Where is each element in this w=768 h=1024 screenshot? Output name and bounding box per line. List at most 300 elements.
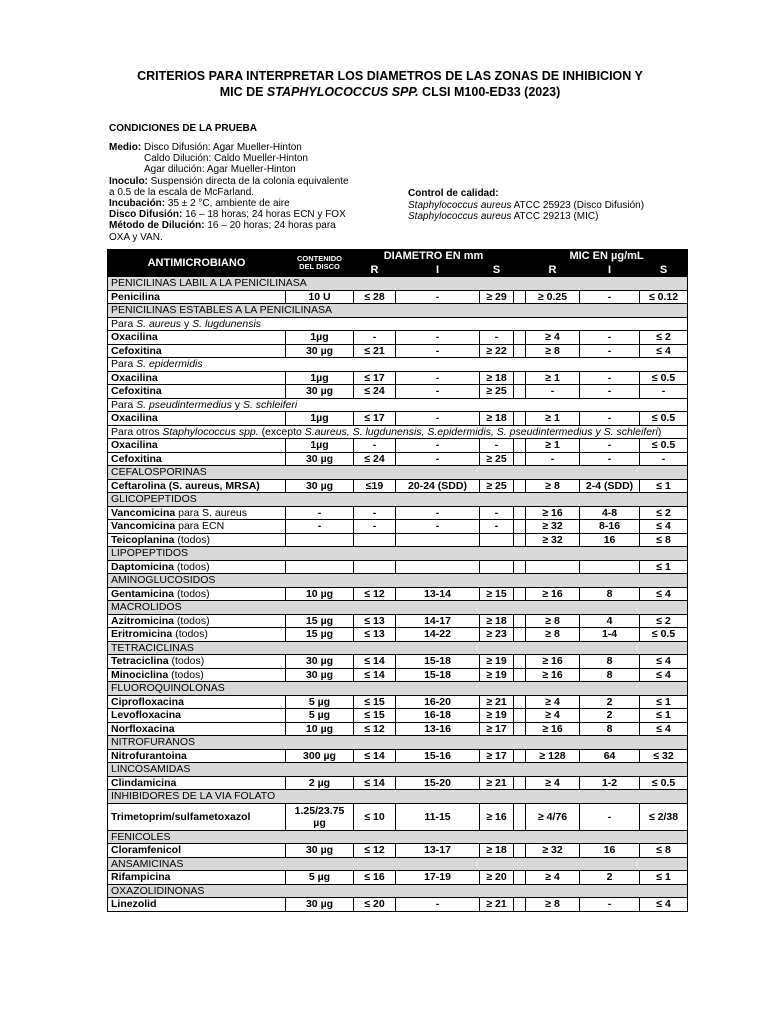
incubacion-label: Incubación: xyxy=(109,198,166,210)
mic-r: ≥ 4 xyxy=(526,695,580,709)
medio-line-1 xyxy=(109,142,399,153)
drug-name-main: Ciprofloxacina xyxy=(111,695,184,708)
diameter-r: ≤ 13 xyxy=(354,614,396,628)
qc-line-2 xyxy=(408,211,644,223)
header-contenido-2: DEL DISCO xyxy=(299,262,340,271)
diameter-i: 20-24 (SDD) xyxy=(396,479,480,493)
diameter-i: - xyxy=(396,331,480,345)
mic-s: ≤ 4 xyxy=(640,520,688,534)
drug-name-main: Eritromicina xyxy=(111,628,173,641)
drug-name xyxy=(108,479,286,493)
diameter-r: ≤ 14 xyxy=(354,776,396,790)
drug-row xyxy=(108,695,688,709)
section-label: LIPOPEPTIDOS xyxy=(108,547,688,561)
mic-r: ≥ 8 xyxy=(526,344,580,358)
mic-s: ≤ 4 xyxy=(640,668,688,682)
drug-name-main: Cefoxitina xyxy=(111,344,162,357)
diameter-i: 13-17 xyxy=(396,844,480,858)
diameter-s: ≥ 21 xyxy=(480,695,514,709)
mic-s: ≤ 2/38 xyxy=(640,803,688,830)
mic-i: 4 xyxy=(580,614,640,628)
spacer-cell xyxy=(514,533,526,547)
header-spacer-2 xyxy=(514,263,526,277)
mic-s: ≤ 0.5 xyxy=(640,628,688,642)
drug-name xyxy=(108,506,286,520)
mic-s: ≤ 1 xyxy=(640,560,688,574)
qc-label-text: Control de calidad: xyxy=(408,188,499,199)
drug-name-main: Rifampicina xyxy=(111,871,171,884)
disk-content: 30 µg xyxy=(286,344,354,358)
test-conditions xyxy=(109,142,399,243)
disk-content: 30 µg xyxy=(286,898,354,912)
disco-label: Disco Difusión: xyxy=(109,209,183,221)
drug-name-note: (todos) xyxy=(174,587,210,600)
qc-strain-2: ATCC 29213 (MIC) xyxy=(511,211,599,222)
title-line-2-prefix: MIC DE xyxy=(219,85,267,99)
drug-row xyxy=(108,614,688,628)
mic-i: - xyxy=(580,331,640,345)
section-row xyxy=(108,884,688,898)
drug-name-main: Clindamicina xyxy=(111,776,177,789)
disk-content: 1.25/23.75 µg xyxy=(286,803,354,830)
mic-i: 16 xyxy=(580,533,640,547)
section-label: INHIBIDORES DE LA VIA FOLATO xyxy=(108,790,688,804)
diameter-r: - xyxy=(354,331,396,345)
drug-name xyxy=(108,385,286,399)
diameter-i: - xyxy=(396,898,480,912)
subgroup-row xyxy=(108,425,688,439)
diameter-i: - xyxy=(396,412,480,426)
subgroup-prefix: Para otros xyxy=(111,425,163,438)
spacer-cell xyxy=(514,439,526,453)
drug-name-note: (todos) xyxy=(174,614,210,627)
mic-i: - xyxy=(580,452,640,466)
mic-i: 8 xyxy=(580,668,640,682)
mic-r: ≥ 8 xyxy=(526,614,580,628)
incubacion-value: 35 ± 2 °C, ambiente de aire xyxy=(165,198,290,210)
disk-content: 1µg xyxy=(286,371,354,385)
drug-name-main: Cefoxitina xyxy=(111,452,162,465)
mic-r: ≥ 32 xyxy=(526,520,580,534)
spacer-cell xyxy=(514,520,526,534)
diameter-r: - xyxy=(354,439,396,453)
diameter-r: ≤ 17 xyxy=(354,412,396,426)
diameter-r: ≤ 12 xyxy=(354,722,396,736)
medio-line-2: Caldo Dilución: Caldo Mueller-Hinton xyxy=(144,153,308,165)
mic-s: ≤ 4 xyxy=(640,655,688,669)
mic-i: 1-2 xyxy=(580,776,640,790)
qc-organism-1: Staphylococcus aureus xyxy=(408,199,512,211)
subgroup-organism-1: Staphylococcus spp. xyxy=(162,425,259,438)
mic-i xyxy=(580,560,640,574)
mic-i: 2 xyxy=(580,695,640,709)
section-label: FENICOLES xyxy=(108,830,688,844)
drug-name-note: (todos) xyxy=(168,668,204,681)
disk-content: 30 µg xyxy=(286,452,354,466)
spacer-cell xyxy=(514,344,526,358)
subgroup-prefix: Para xyxy=(111,317,137,330)
drug-name xyxy=(108,722,286,736)
spacer-cell xyxy=(514,560,526,574)
header-antimicrobiano: ANTIMICROBIANO xyxy=(108,250,286,277)
disco-line xyxy=(109,209,399,220)
spacer-cell xyxy=(514,587,526,601)
drug-row xyxy=(108,722,688,736)
section-label: LINCOSAMIDAS xyxy=(108,763,688,777)
drug-name xyxy=(108,452,286,466)
mic-s: ≤ 1 xyxy=(640,479,688,493)
mic-r: ≥ 16 xyxy=(526,668,580,682)
mic-s: ≤ 0.12 xyxy=(640,290,688,304)
spacer-cell xyxy=(514,844,526,858)
diameter-i: - xyxy=(396,520,480,534)
diameter-s: ≥ 29 xyxy=(480,290,514,304)
header-spacer xyxy=(514,250,526,264)
drug-row xyxy=(108,655,688,669)
diameter-r: ≤ 14 xyxy=(354,668,396,682)
drug-name xyxy=(108,587,286,601)
spacer-cell xyxy=(514,722,526,736)
subgroup-organism-2: S.aureus, S. lugdunensis, S.epidermidis, S. pseudintermedius y S. schleiferi xyxy=(304,425,658,438)
drug-row xyxy=(108,709,688,723)
mic-s: ≤ 2 xyxy=(640,331,688,345)
diameter-r: ≤ 10 xyxy=(354,803,396,830)
diameter-i: 15-18 xyxy=(396,668,480,682)
disk-content: - xyxy=(286,506,354,520)
diameter-i: 17-19 xyxy=(396,871,480,885)
subgroup-suffix: ) xyxy=(657,425,662,438)
mic-r: ≥ 4 xyxy=(526,709,580,723)
mic-i: - xyxy=(580,898,640,912)
spacer-cell xyxy=(514,709,526,723)
spacer-cell xyxy=(514,385,526,399)
drug-name-note: (todos) xyxy=(174,560,210,573)
inoculo-line-1 xyxy=(109,176,399,187)
diameter-s: ≥ 19 xyxy=(480,709,514,723)
disk-content: 1µg xyxy=(286,331,354,345)
diameter-r: ≤ 20 xyxy=(354,898,396,912)
disk-content: 15 µg xyxy=(286,614,354,628)
header-mic: MIC EN µg/mL xyxy=(526,250,688,264)
drug-name xyxy=(108,344,286,358)
drug-name-main: Oxacilina xyxy=(111,412,158,425)
qc-label xyxy=(408,188,644,200)
disk-content: 30 µg xyxy=(286,479,354,493)
section-row xyxy=(108,493,688,507)
disk-content: 15 µg xyxy=(286,628,354,642)
diameter-r: ≤ 15 xyxy=(354,709,396,723)
drug-name xyxy=(108,668,286,682)
mic-i: - xyxy=(580,344,640,358)
mic-i: - xyxy=(580,412,640,426)
diameter-i: - xyxy=(396,439,480,453)
inoculo-label: Inoculo: xyxy=(109,175,148,187)
mic-s: ≤ 8 xyxy=(640,844,688,858)
diameter-s: - xyxy=(480,506,514,520)
drug-name-main: Daptomicina xyxy=(111,560,175,573)
drug-row xyxy=(108,520,688,534)
drug-name xyxy=(108,614,286,628)
mic-i: 2 xyxy=(580,709,640,723)
diameter-s: ≥ 21 xyxy=(480,776,514,790)
mic-i: 8-16 xyxy=(580,520,640,534)
mic-s: ≤ 8 xyxy=(640,533,688,547)
disk-content: 30 µg xyxy=(286,655,354,669)
subgroup-label xyxy=(108,425,688,439)
drug-row xyxy=(108,331,688,345)
qc-strain-1: ATCC 25923 (Disco Difusión) xyxy=(511,199,645,211)
metodo-label: Método de Dilución: xyxy=(109,220,205,232)
drug-name-note: para S. aureus xyxy=(175,506,247,519)
mic-r: ≥ 16 xyxy=(526,587,580,601)
mic-s: ≤ 32 xyxy=(640,749,688,763)
incubacion-line xyxy=(109,198,399,209)
diameter-i: - xyxy=(396,371,480,385)
drug-row xyxy=(108,452,688,466)
mic-s: ≤ 0.5 xyxy=(640,412,688,426)
mic-i: - xyxy=(580,290,640,304)
subgroup-label xyxy=(108,398,688,412)
disco-value: 16 – 18 horas; 24 horas ECN y FOX xyxy=(182,209,346,221)
diameter-i: - xyxy=(396,506,480,520)
spacer-cell xyxy=(514,668,526,682)
mic-i: 2 xyxy=(580,871,640,885)
diameter-s xyxy=(480,560,514,574)
disk-content: 30 µg xyxy=(286,668,354,682)
diameter-s: ≥ 18 xyxy=(480,371,514,385)
diameter-s: ≥ 17 xyxy=(480,749,514,763)
mic-r: ≥ 32 xyxy=(526,844,580,858)
document-title xyxy=(60,68,720,100)
drug-row xyxy=(108,506,688,520)
header-d-s: S xyxy=(480,263,514,277)
mic-r: ≥ 4/76 xyxy=(526,803,580,830)
diameter-r xyxy=(354,533,396,547)
drug-name xyxy=(108,520,286,534)
mic-r: ≥ 8 xyxy=(526,898,580,912)
mic-r: ≥ 4 xyxy=(526,776,580,790)
spacer-cell xyxy=(514,371,526,385)
drug-name xyxy=(108,331,286,345)
inoculo-value-1: Suspensión directa de la colonia equivalente xyxy=(147,175,349,187)
spacer-cell xyxy=(514,776,526,790)
header-diametro: DIAMETRO EN mm xyxy=(354,250,514,264)
disk-content: 1µg xyxy=(286,412,354,426)
diameter-s: ≥ 25 xyxy=(480,452,514,466)
drug-row xyxy=(108,439,688,453)
mic-s: ≤ 0.5 xyxy=(640,776,688,790)
disk-content: - xyxy=(286,520,354,534)
drug-name xyxy=(108,749,286,763)
diameter-r: ≤ 15 xyxy=(354,695,396,709)
spacer-cell xyxy=(514,479,526,493)
diameter-s: ≥ 22 xyxy=(480,344,514,358)
subgroup-label xyxy=(108,358,688,372)
section-label: PENICILINAS ESTABLES A LA PENICILINASA xyxy=(108,304,688,318)
section-label: ANSAMICINAS xyxy=(108,857,688,871)
diameter-r: ≤ 24 xyxy=(354,452,396,466)
metodo-line-1 xyxy=(109,220,399,231)
diameter-r: ≤ 14 xyxy=(354,655,396,669)
diameter-i: 13-14 xyxy=(396,587,480,601)
disk-content: 5 µg xyxy=(286,695,354,709)
section-row xyxy=(108,682,688,696)
mic-s: - xyxy=(640,452,688,466)
mic-s: ≤ 1 xyxy=(640,695,688,709)
drug-row xyxy=(108,385,688,399)
drug-name-main: Nitrofurantoina xyxy=(111,749,187,762)
spacer-cell xyxy=(514,412,526,426)
section-label: NITROFURANOS xyxy=(108,736,688,750)
diameter-i: 16-18 xyxy=(396,709,480,723)
subgroup-middle: y xyxy=(181,317,193,330)
section-label: OXAZOLIDINONAS xyxy=(108,884,688,898)
drug-row xyxy=(108,668,688,682)
drug-row xyxy=(108,479,688,493)
drug-name-main: Oxacilina xyxy=(111,331,158,344)
mic-i: 2-4 (SDD) xyxy=(580,479,640,493)
mic-i: - xyxy=(580,371,640,385)
mic-r: ≥ 0.25 xyxy=(526,290,580,304)
section-row xyxy=(108,304,688,318)
section-row xyxy=(108,277,688,291)
mic-r: ≥ 4 xyxy=(526,871,580,885)
mic-r: - xyxy=(526,385,580,399)
mic-s: ≤ 4 xyxy=(640,344,688,358)
section-row xyxy=(108,466,688,480)
mic-r: ≥ 1 xyxy=(526,371,580,385)
medio-value-1: Disco Difusión: Agar Mueller-Hinton xyxy=(141,142,302,153)
drug-name xyxy=(108,412,286,426)
subgroup-organism-2: S. schleiferi xyxy=(242,398,298,411)
section-row xyxy=(108,790,688,804)
subgroup-row xyxy=(108,317,688,331)
drug-name-main: Azitromicina xyxy=(111,614,175,627)
medio-label: Medio: xyxy=(109,142,142,153)
spacer-cell xyxy=(514,695,526,709)
diameter-s: - xyxy=(480,331,514,345)
drug-name xyxy=(108,439,286,453)
subgroup-prefix: Para xyxy=(111,398,137,411)
diameter-s: ≥ 17 xyxy=(480,722,514,736)
drug-name-note: para ECN xyxy=(175,520,225,533)
mic-i: 4-8 xyxy=(580,506,640,520)
drug-name-note: (todos) xyxy=(168,655,205,668)
drug-name xyxy=(108,803,286,830)
mic-i: 8 xyxy=(580,587,640,601)
mic-r: ≥ 8 xyxy=(526,479,580,493)
diameter-i: - xyxy=(396,344,480,358)
mic-r xyxy=(526,560,580,574)
diameter-r: - xyxy=(354,506,396,520)
section-label: CEFALOSPORINAS xyxy=(108,466,688,480)
diameter-r: ≤ 16 xyxy=(354,871,396,885)
spacer-cell xyxy=(514,614,526,628)
diameter-r: ≤ 12 xyxy=(354,587,396,601)
diameter-i: 15-16 xyxy=(396,749,480,763)
section-row xyxy=(108,857,688,871)
drug-name-main: Minociclina xyxy=(111,668,169,681)
drug-name-note: (todos) xyxy=(174,533,211,546)
metodo-value-1: 16 – 20 horas; 24 horas para xyxy=(204,220,336,232)
drug-name xyxy=(108,776,286,790)
spacer-cell xyxy=(514,655,526,669)
diameter-i: 15-20 xyxy=(396,776,480,790)
spacer-cell xyxy=(514,331,526,345)
drug-row xyxy=(108,290,688,304)
mic-i: 8 xyxy=(580,655,640,669)
diameter-s: ≥ 21 xyxy=(480,898,514,912)
section-row xyxy=(108,641,688,655)
mic-s: ≤ 0.5 xyxy=(640,371,688,385)
mic-i: 16 xyxy=(580,844,640,858)
mic-s: ≤ 4 xyxy=(640,722,688,736)
diameter-r xyxy=(354,560,396,574)
drug-row xyxy=(108,560,688,574)
disk-content: 10 µg xyxy=(286,587,354,601)
drug-name xyxy=(108,560,286,574)
drug-name xyxy=(108,533,286,547)
spacer-cell xyxy=(514,803,526,830)
drug-name xyxy=(108,695,286,709)
quality-control xyxy=(408,188,644,223)
section-label: GLICOPEPTIDOS xyxy=(108,493,688,507)
diameter-s: ≥ 23 xyxy=(480,628,514,642)
drug-row xyxy=(108,533,688,547)
section-label: FLUOROQUINOLONAS xyxy=(108,682,688,696)
drug-row xyxy=(108,587,688,601)
diameter-i: 15-18 xyxy=(396,655,480,669)
diameter-r: - xyxy=(354,520,396,534)
drug-name xyxy=(108,844,286,858)
section-row xyxy=(108,601,688,615)
spacer-cell xyxy=(514,290,526,304)
diameter-s: ≥ 18 xyxy=(480,614,514,628)
drug-name-main: Tetraciclina xyxy=(111,655,169,668)
drug-row xyxy=(108,871,688,885)
mic-r: ≥ 32 xyxy=(526,533,580,547)
drug-name-main: Linezolid xyxy=(111,898,157,911)
drug-name-main: Cloramfenicol xyxy=(111,844,182,857)
disk-content: 30 µg xyxy=(286,385,354,399)
subgroup-organism-1: S. pseudintermedius xyxy=(136,398,232,411)
drug-name-main: Vancomicina xyxy=(111,520,176,533)
drug-row xyxy=(108,628,688,642)
drug-row xyxy=(108,844,688,858)
section-label: MACROLIDOS xyxy=(108,601,688,615)
diameter-i: - xyxy=(396,290,480,304)
conditions-heading: CONDICIONES DE LA PRUEBA xyxy=(109,123,257,134)
section-row xyxy=(108,830,688,844)
mic-i: - xyxy=(580,439,640,453)
drug-name-main: Oxacilina xyxy=(111,371,158,384)
disk-content: 10 U xyxy=(286,290,354,304)
drug-name-main: Trimetoprim/sulfametoxazol xyxy=(111,810,251,823)
metodo-line-2: OXA y VAN. xyxy=(109,231,163,243)
drug-name-main: Levofloxacina xyxy=(111,709,182,722)
header-contenido xyxy=(286,250,354,277)
drug-name-main: Norfloxacina xyxy=(111,722,175,735)
diameter-s: ≥ 25 xyxy=(480,385,514,399)
diameter-s xyxy=(480,533,514,547)
mic-i: - xyxy=(580,803,640,830)
subgroup-row xyxy=(108,398,688,412)
drug-name-main: Cefoxitina xyxy=(111,385,162,398)
subgroup-label xyxy=(108,317,688,331)
subgroup-middle: (excepto xyxy=(258,425,305,438)
drug-row xyxy=(108,749,688,763)
disk-content: 1µg xyxy=(286,439,354,453)
